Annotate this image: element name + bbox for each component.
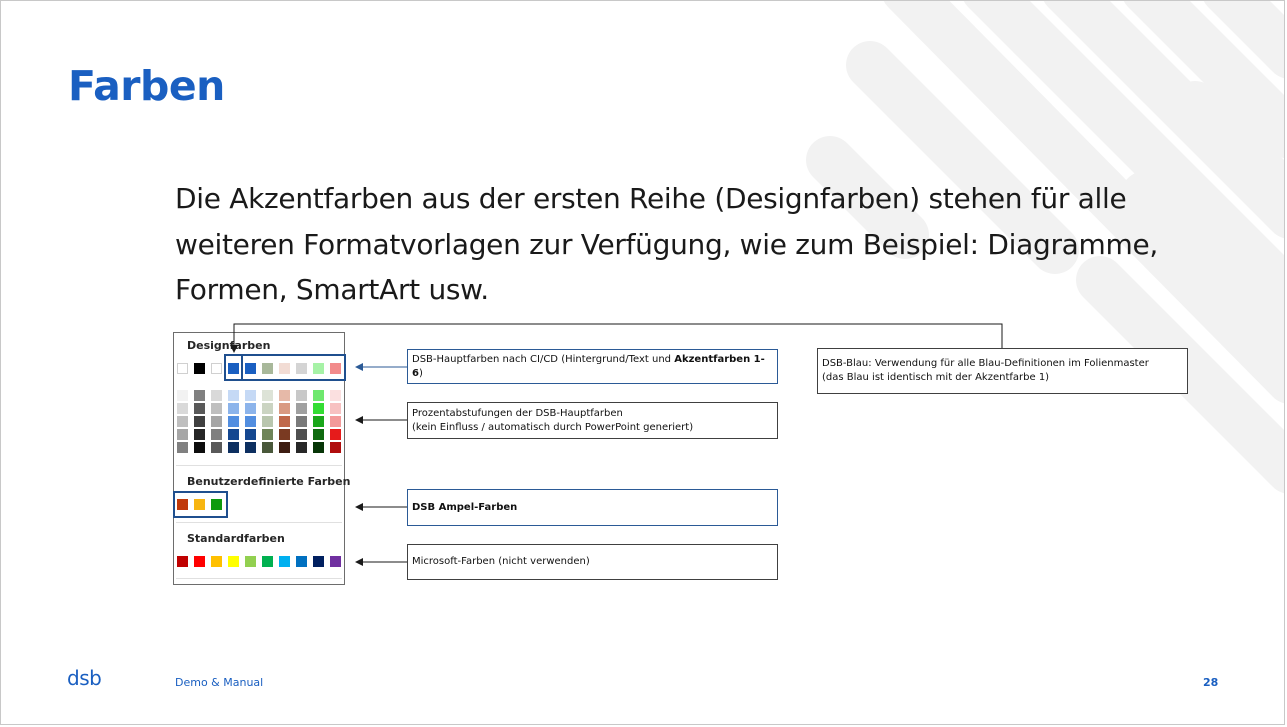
design-colors-label: Designfarben: [187, 339, 271, 352]
footer-text: Demo & Manual: [175, 676, 264, 689]
slide-body-text: Die Akzentfarben aus der ersten Reihe (Designfarben) stehen für alle weiteren Formatvorlagen zur Verfügung, wie zum Beispiel: Diagramme, Formen, SmartArt usw.: [175, 182, 1159, 306]
dsb-logo: dsb: [67, 666, 102, 690]
callout-main-prefix: DSB-Hauptfarben nach CI/CD (Hintergrund/Text und: [412, 353, 675, 365]
callout-blue-line2: (das Blau ist identisch mit der Akzentfarbe 1): [822, 372, 1050, 383]
callout-shades: [407, 402, 778, 439]
callout-traffic-text: DSB Ampel-Farben: [412, 501, 518, 513]
callout-main-bold: Akzentfarben 1-6: [412, 353, 765, 379]
callout-shades-line1: Prozentabstufungen der DSB-Hauptfarben: [412, 407, 623, 419]
slide-title: Farben: [68, 62, 225, 110]
callout-main-suffix: ): [418, 367, 423, 379]
callout-main-colors: [407, 349, 778, 384]
callout-traffic-colors: [407, 489, 778, 526]
callout-shades-line2: (kein Einfluss / automatisch durch PowerPoint generiert): [412, 421, 694, 433]
custom-colors-label: Benutzerdefinierte Farben: [187, 475, 351, 488]
standard-colors-label: Standardfarben: [187, 532, 285, 545]
callout-dsb-blue: [817, 348, 1188, 394]
callout-blue-line1: DSB-Blau: Verwendung für alle Blau-Definitionen im Folienmaster: [822, 358, 1149, 369]
page-number: 28: [1203, 676, 1219, 689]
callout-microsoft-text: Microsoft-Farben (nicht verwenden): [412, 556, 590, 567]
callout-microsoft-colors: [407, 544, 778, 580]
